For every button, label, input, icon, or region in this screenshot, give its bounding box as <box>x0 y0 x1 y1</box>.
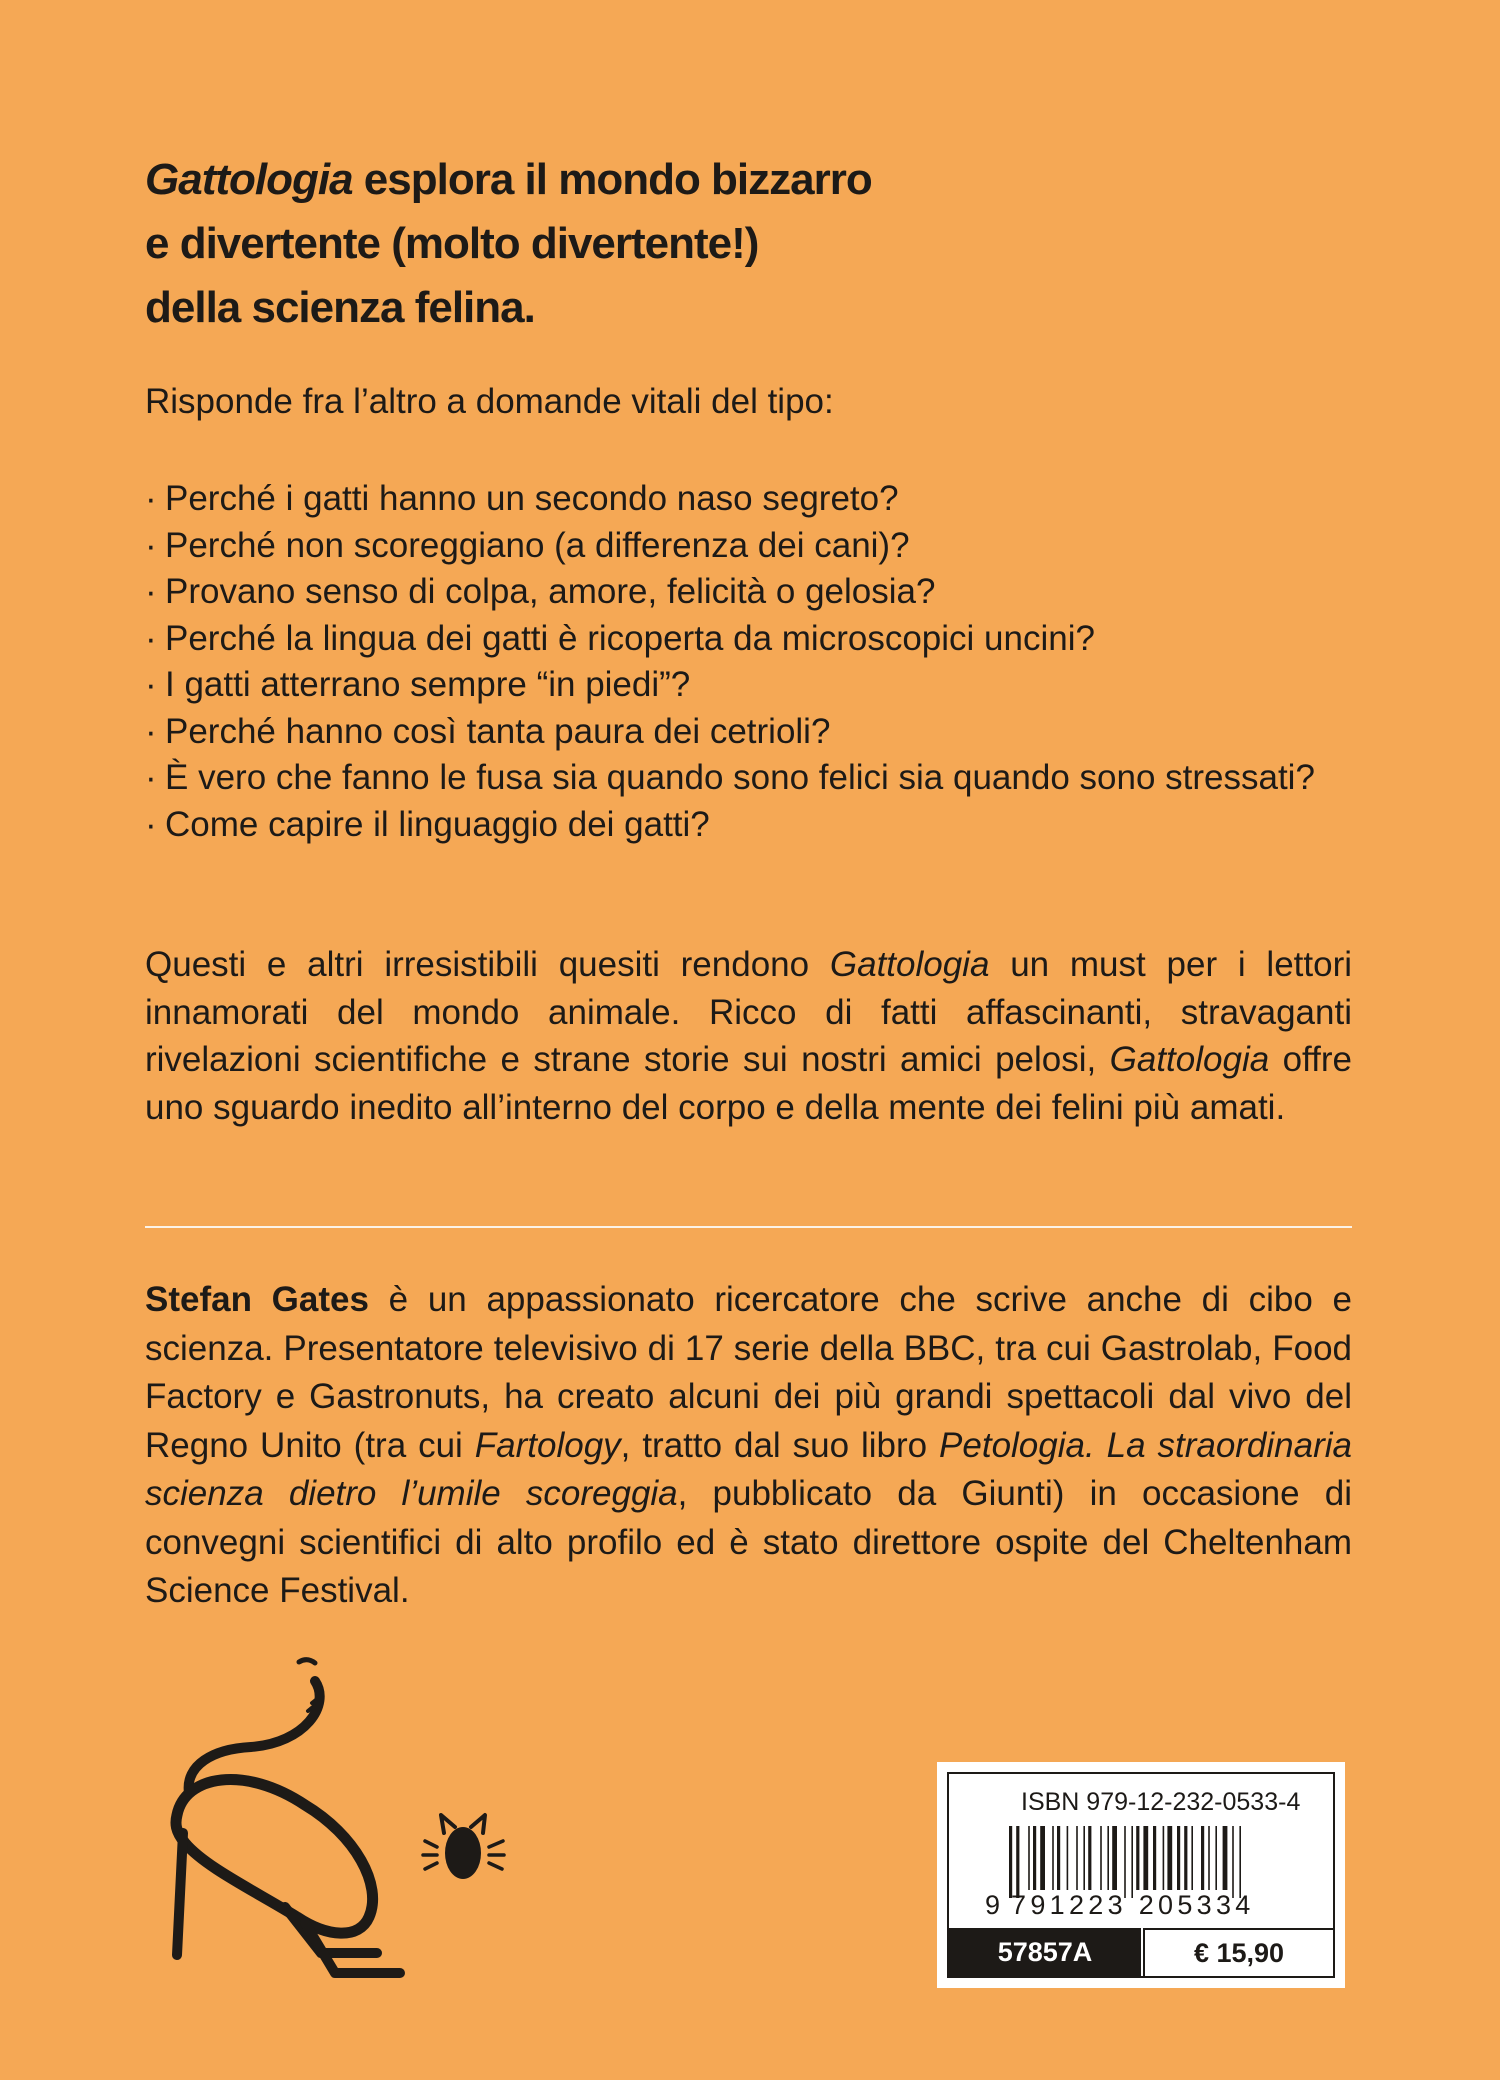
summary-text: un must per i lettori innamorati del mondo animale. Ricco di fatti affascinanti, stravaganti rivelazioni scientifiche e strane storie sui nostri amici pelosi, <box>145 945 1353 1079</box>
barcode-frame <box>947 1772 1335 1978</box>
barcode-bar <box>1057 1826 1060 1890</box>
barcode-bar <box>1163 1826 1165 1890</box>
price: € 15,90 <box>1143 1928 1333 1976</box>
barcode-bar <box>1208 1826 1210 1890</box>
book-title: Petologia. La straordinaria scienza dietro l’umile scoreggia <box>145 1425 1353 1513</box>
book-title: Gattologia <box>829 945 990 984</box>
product-code: 57857A <box>949 1928 1141 1976</box>
barcode-bar <box>1067 1826 1069 1890</box>
barcode-bar <box>1201 1826 1204 1890</box>
intro-text: Risponde fra l’altro a domande vitali del tipo: <box>145 382 834 421</box>
barcode-bar <box>1191 1826 1193 1890</box>
barcode-bar <box>1143 1826 1148 1890</box>
barcode-bar <box>1040 1826 1045 1890</box>
barcode-bar <box>1223 1826 1228 1890</box>
bio-text: , pubblicato da Giunti) in occasione di convegni scientifici di alto profilo ed è stato direttore ospite del Cheltenham Science Festival. <box>145 1474 1352 1610</box>
headline <box>145 148 1045 340</box>
divider <box>145 1226 1352 1228</box>
barcode-bar <box>1009 1826 1012 1898</box>
headline-title: Gattologia <box>145 155 353 204</box>
barcode-bar <box>1076 1826 1078 1890</box>
barcode-bar <box>1100 1826 1102 1890</box>
headline-line2: e divertente (molto divertente!) <box>145 219 759 268</box>
question-item: · I gatti atterrano sempre “in piedi”? <box>145 662 1352 709</box>
show-title: Fartology <box>474 1425 621 1465</box>
summary-paragraph <box>145 941 1352 1131</box>
barcode-bar <box>1052 1826 1054 1890</box>
isbn-label: ISBN 979-12-232-0533-4 <box>1021 1788 1301 1816</box>
barcode-bar <box>1028 1826 1030 1890</box>
cat-illustration <box>155 1655 515 1995</box>
barcode-bar <box>1131 1826 1133 1898</box>
book-title: Gattologia <box>1109 1040 1270 1079</box>
barcode-bar <box>1153 1826 1156 1890</box>
barcode-bar <box>1124 1826 1126 1898</box>
question-item: · Perché i gatti hanno un secondo naso segreto? <box>145 476 1352 523</box>
barcode-bar <box>1033 1826 1036 1890</box>
author-name: Stefan Gates <box>145 1280 369 1319</box>
barcode-bar <box>1232 1826 1234 1898</box>
barcode-bars <box>1009 1826 1293 1898</box>
question-item: · Perché non scoreggiano (a differenza dei cani)? <box>145 523 1352 570</box>
bio-text: è un appassionato ricercatore che scrive anche di cibo e scienza. Presentatore televisivo di 17 serie della BBC, tra cui Gastrolab, Food Factory e Gastronuts, ha creato alcuni dei più grandi spettacoli dal vivo del Regno Unito (tra cui <box>145 1280 1353 1465</box>
summary-text: offre uno sguardo inedito all’interno del corpo e della mente dei felini più amati. <box>145 1040 1352 1127</box>
barcode-number: 791223 205334 <box>1011 1890 1255 1920</box>
barcode-bar <box>1016 1826 1019 1898</box>
question-item: · Provano senso di colpa, amore, felicità o gelosia? <box>145 569 1352 616</box>
barcode-bar <box>1083 1826 1085 1890</box>
barcode-bar <box>1215 1826 1217 1890</box>
barcode-bar <box>1239 1826 1241 1898</box>
barcode-bar <box>1184 1826 1187 1890</box>
barcode-bar <box>1177 1826 1180 1890</box>
headline-line3: della scienza felina. <box>145 283 535 332</box>
question-item: · Perché la lingua dei gatti è ricoperta da microscopici uncini? <box>145 616 1352 663</box>
barcode-bar <box>1167 1826 1172 1890</box>
barcode-bar <box>1088 1826 1091 1890</box>
barcode-bar <box>1107 1826 1109 1890</box>
headline-line1: esplora il mondo bizzarro <box>352 155 872 204</box>
barcode-bar <box>1136 1826 1139 1890</box>
summary-text: Questi e altri irresistibili quesiti rendono <box>145 945 830 984</box>
question-item: · Come capire il linguaggio dei gatti? <box>145 802 1352 849</box>
bio-text: , tratto dal suo libro <box>620 1425 940 1465</box>
barcode-label <box>937 1762 1345 1988</box>
questions-list <box>145 476 1352 848</box>
barcode-bar <box>1112 1826 1117 1890</box>
question-item: · È vero che fanno le fusa sia quando sono felici sia quando sono stressati? <box>145 755 1352 802</box>
author-bio <box>145 1276 1352 1616</box>
question-item: · Perché hanno così tanta paura dei cetrioli? <box>145 709 1352 756</box>
barcode-lead-digit: 9 <box>985 1890 1001 1920</box>
